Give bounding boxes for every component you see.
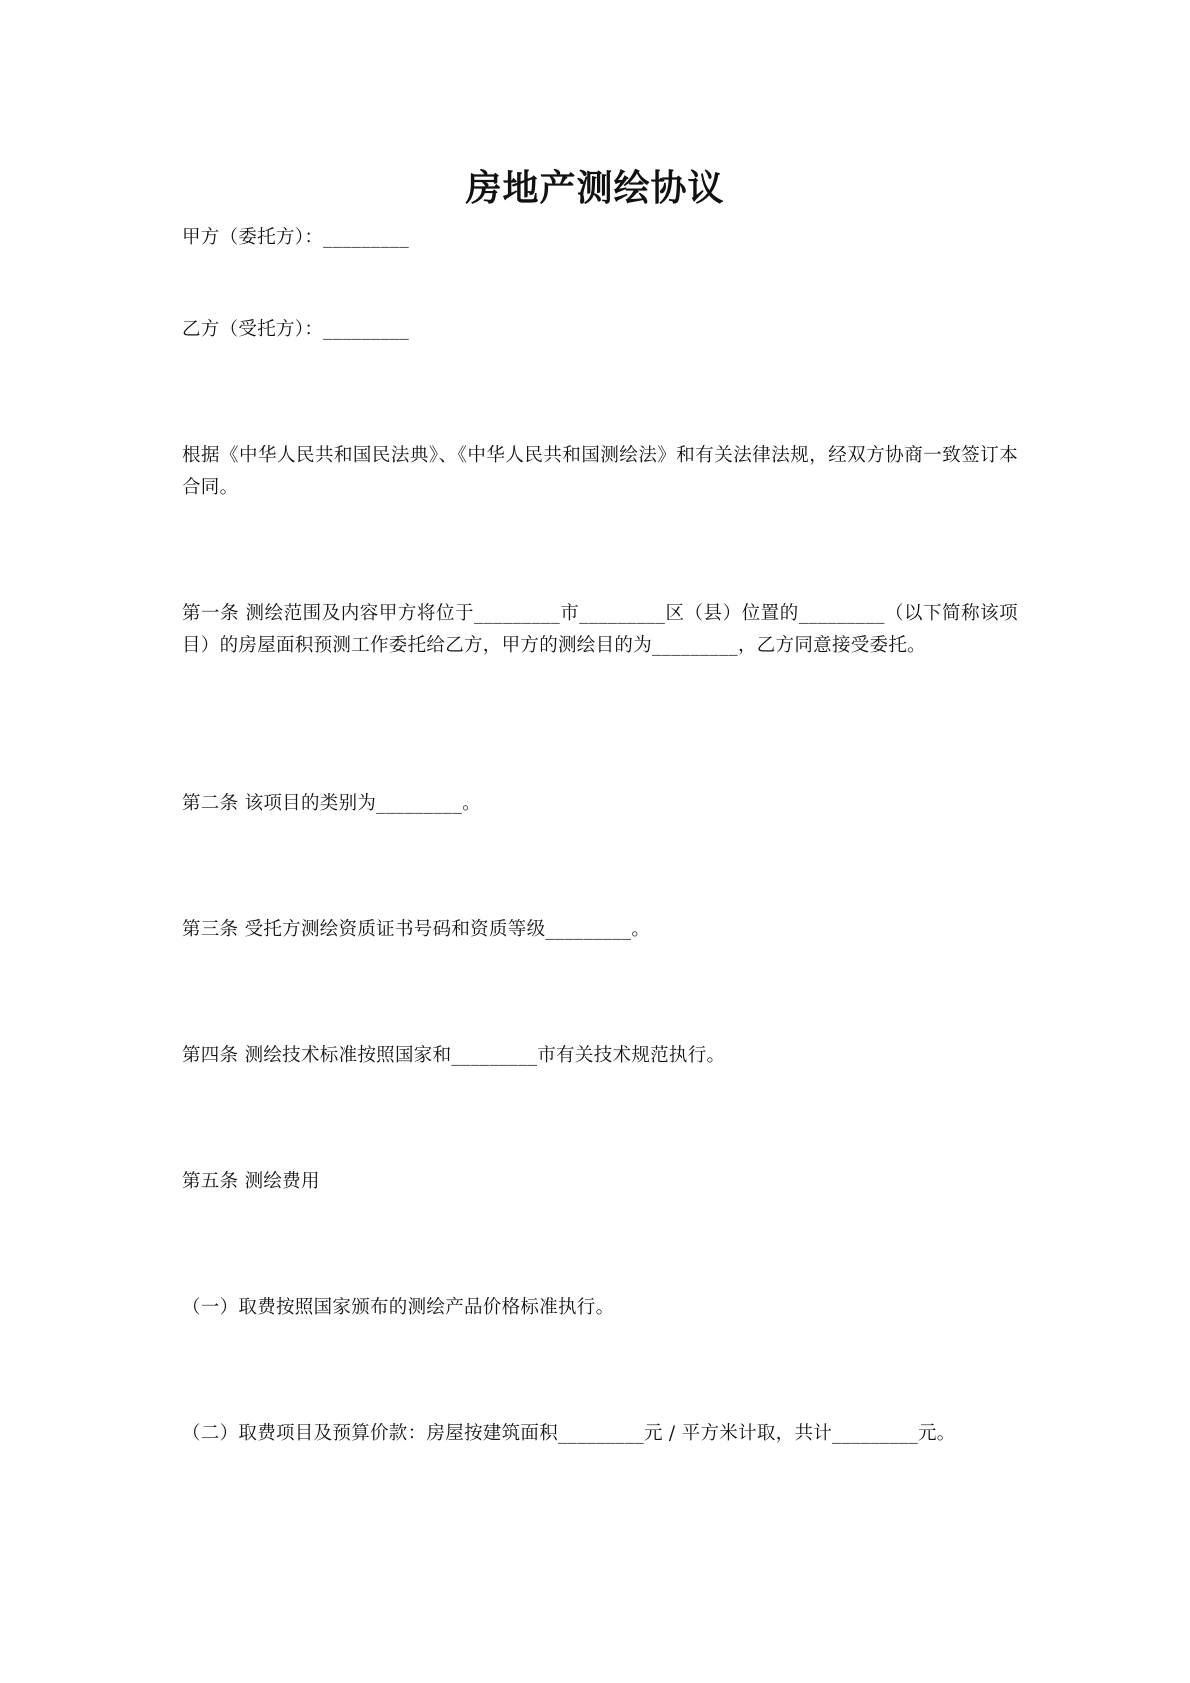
article-5-item-1: （一）取费按照国家颁布的测绘产品价格标准执行。: [182, 1297, 615, 1318]
party-a-line: 甲方（委托方）：_________: [182, 227, 410, 248]
article-4: 第四条 测绘技术标准按照国家和_________市有关技术规范执行。: [182, 1045, 726, 1066]
party-b-line: 乙方（受托方）：_________: [182, 319, 410, 340]
article-3: 第三条 受托方测绘资质证书号码和资质等级_________。: [182, 919, 651, 940]
document-title: 房地产测绘协议: [465, 167, 725, 209]
article-5-item-2: （二）取费项目及预算价款：房屋按建筑面积_________元 / 平方米计取，共计_________元。: [182, 1423, 956, 1444]
article-5: 第五条 测绘费用: [182, 1171, 320, 1192]
preamble-paragraph: 根据《中华人民共和国民法典》、《中华人民共和国测绘法》和有关法律法规，经双方协商一致签订本合同。: [182, 445, 1018, 498]
article-2: 第二条 该项目的类别为_________。: [182, 793, 481, 814]
article-1: 第一条 测绘范围及内容甲方将位于_________市_________区（县）位置的_________（以下简称该项目）的房屋面积预测工作委托给乙方，甲方的测绘目的为_________，乙方同意接受委托。: [182, 603, 1018, 656]
